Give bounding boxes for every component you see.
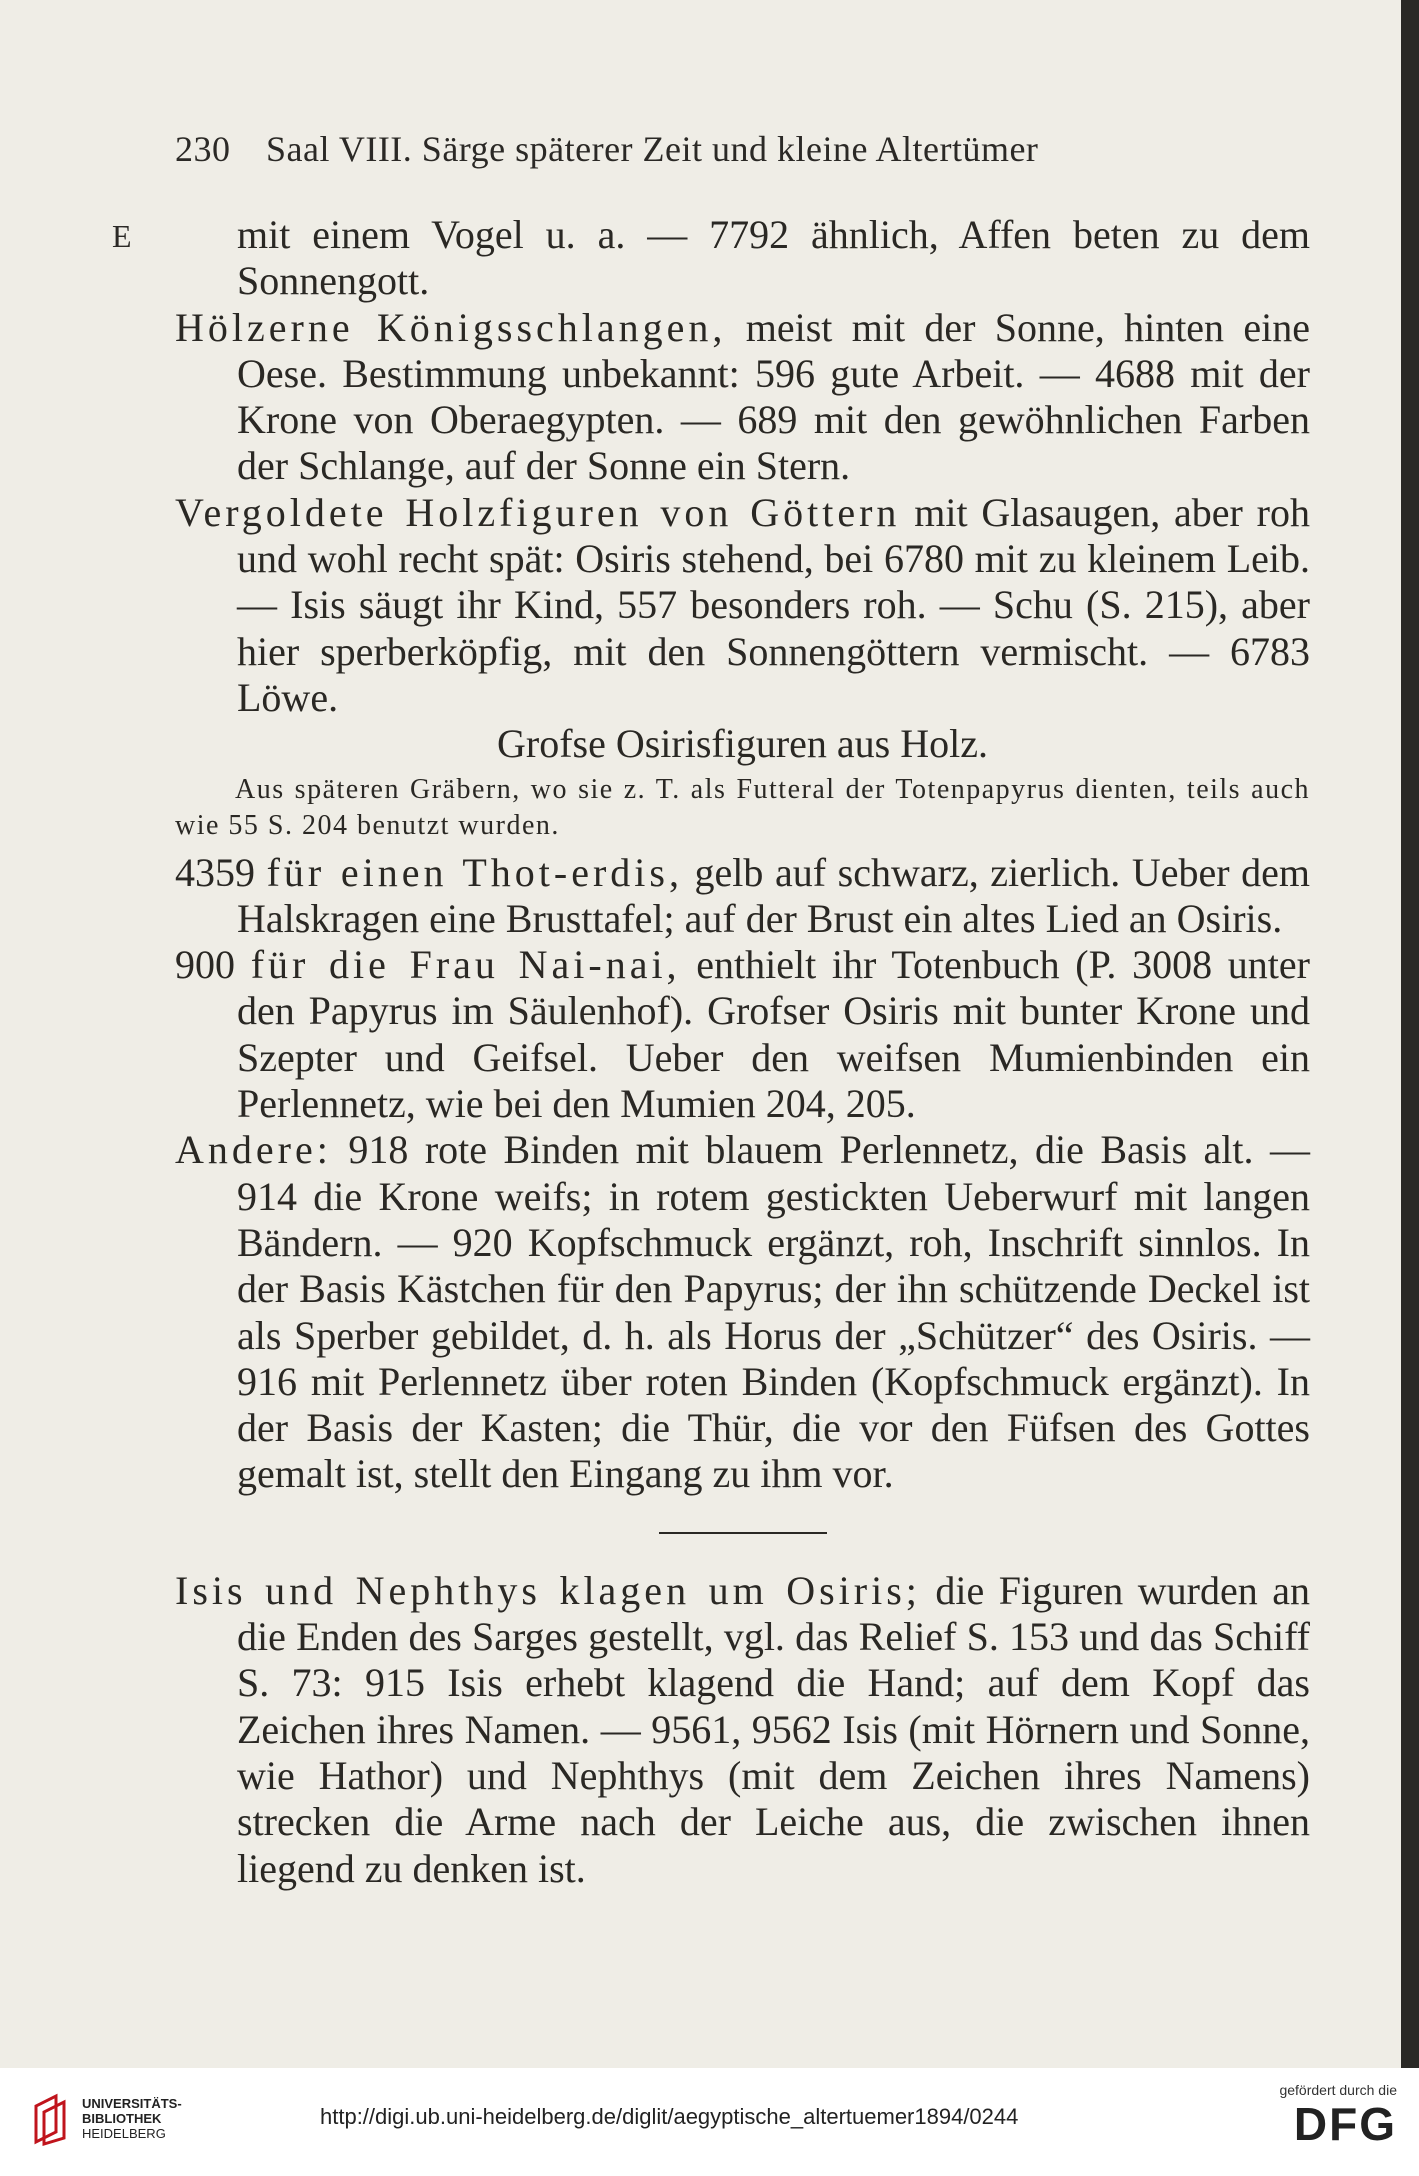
paragraph-7-text: die Figuren wurden an die Enden des Sarges gestellt, vgl. das Relief S. 153 und das Schiff S. 73: 915 Isis erhebt klagend die Hand; auf dem Kopf das Zeichen ihres Namen. — 9561, 9562 Isis (mit Hörnern und Sonne, wie Hathor) und Nephthys (mit dem Zeichen ihres Namens) strecken die Arme nach der Leiche aus, die zwischen ihnen liegend zu denken ist. bbox=[237, 1567, 1310, 1891]
page-number: 230 bbox=[175, 129, 231, 169]
paragraph-7 bbox=[175, 1568, 1310, 1892]
paragraph-5-text: enthielt ihr Totenbuch (P. 3008 unter den Papyrus im Säulenhof). Grofser Osiris mit bunter Krone und Szepter und Geifsel. Ueber den weifsen Mumienbinden ein Perlennetz, wie bei den Mumien 204, 205. bbox=[237, 942, 1310, 1127]
section-divider bbox=[659, 1532, 827, 1534]
paragraph-4-number: 4359 bbox=[175, 849, 267, 895]
paragraph-4-lead: für einen Thot-erdis, bbox=[266, 849, 683, 895]
paragraph-2-lead: Hölzerne Königsschlangen, bbox=[175, 304, 727, 350]
page-body bbox=[175, 212, 1310, 1892]
paragraph-1: mit einem Vogel u. a. — 7792 ähnlich, Affen beten zu dem Sonnengott. bbox=[237, 212, 1310, 304]
paragraph-6-lead: Andere: bbox=[175, 1127, 332, 1173]
paragraph-6-text: 918 rote Binden mit blauem Perlennetz, die Basis alt. — 914 die Krone weifs; in rotem gestickten Ueberwurf mit langen Bändern. — 920 Kopfschmuck ergänzt, roh, Inschrift sinnlos. In der Basis Kästchen für den Papyrus; der ihn schützende Deckel ist als Sperber gebildet, d. h. als Horus der „Schützer“ des Osiris. — 916 mit Perlennetz über roten Binden (Kopfschmuck ergänzt). In der Basis der Kasten; die Thür, die vor den Füfsen des Gottes gemalt ist, stellt den Eingang zu ihm vor. bbox=[237, 1127, 1310, 1497]
header-title: Saal VIII. Särge späterer Zeit und kleine Altertümer bbox=[266, 129, 1039, 169]
paragraph-3 bbox=[175, 490, 1310, 721]
funding-label: gefördert durch die bbox=[1279, 2082, 1397, 2098]
paragraph-4 bbox=[175, 850, 1310, 943]
paragraph-6 bbox=[175, 1127, 1310, 1497]
margin-note: E bbox=[112, 218, 132, 254]
paragraph-5 bbox=[175, 942, 1310, 1127]
viewer-footer bbox=[0, 2068, 1419, 2176]
paragraph-2 bbox=[175, 305, 1310, 490]
paragraph-2-text: meist mit der Sonne, hinten eine Oese. Bestimmung unbekannt: 596 gute Arbeit. — 4688 mit der Krone von Oberaegypten. — 689 mit den gewöhnlichen Farben der Schlange, auf der Sonne ein Stern. bbox=[237, 304, 1310, 489]
funder-logo[interactable] bbox=[1257, 2082, 1397, 2166]
paragraph-4-text: gelb auf schwarz, zierlich. Ueber dem Halskragen eine Brusttafel; auf der Brust ein altes Lied an Osiris. bbox=[237, 849, 1310, 941]
running-header bbox=[175, 128, 1038, 170]
library-line-1: UNIVERSITÄTS- bbox=[82, 2096, 182, 2111]
section-title: Grofse Osirisfiguren aus Holz. bbox=[497, 721, 988, 767]
library-name bbox=[82, 2096, 182, 2141]
paragraph-3-text: mit Glasaugen, aber roh und wohl recht spät: Osiris stehend, bei 6780 mit zu kleinem Leib. — Isis säugt ihr Kind, 557 besonders roh. — Schu (S. 215), aber hier sperberköpfig, mit den Sonnengöttern vermischt. — 6783 Löwe. bbox=[237, 489, 1310, 720]
permalink-url[interactable]: http://digi.ub.uni-heidelberg.de/diglit/aegyptische_altertuemer1894/0244 bbox=[320, 2104, 1019, 2129]
paragraph-5-lead: für die Frau Nai-nai, bbox=[250, 942, 681, 988]
dfg-logo-text: DFG bbox=[1293, 2098, 1397, 2150]
library-line-2: BIBLIOTHEK bbox=[82, 2111, 162, 2126]
library-logo[interactable] bbox=[30, 2088, 180, 2158]
paragraph-5-number: 900 bbox=[175, 942, 251, 988]
section-note: Aus späteren Gräbern, wo sie z. T. als Futteral der Totenpapyrus dienten, teils auch wie 55 S. 204 benutzt wurden. bbox=[175, 773, 1310, 841]
paragraph-7-lead: Isis und Nephthys klagen um Osiris; bbox=[175, 1567, 921, 1613]
library-line-3: HEIDELBERG bbox=[82, 2126, 166, 2141]
paragraph-3-lead: Vergoldete Holzfiguren von Göttern bbox=[175, 489, 901, 535]
library-emblem-icon bbox=[30, 2092, 80, 2148]
